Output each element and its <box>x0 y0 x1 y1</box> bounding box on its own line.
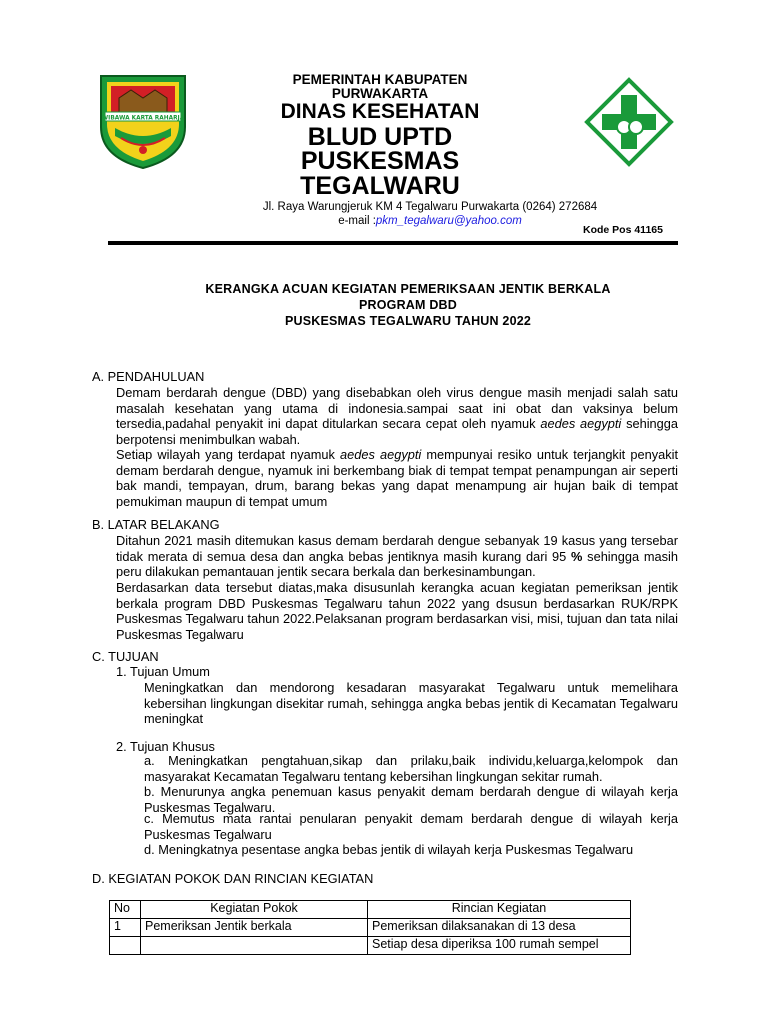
table-row <box>110 919 631 937</box>
svg-text:WIBAWA KARTA RAHARJA: WIBAWA KARTA RAHARJA <box>101 115 185 122</box>
section-b-heading: B. LATAR BELAKANG <box>92 517 220 532</box>
table-cell <box>110 937 141 955</box>
header-puskesmas: PUSKESMAS <box>300 147 460 175</box>
section-c-heading: C. TUJUAN <box>92 649 159 664</box>
section-b-paragraph-2: Berdasarkan data tersebut diatas,maka disusunlah kerangka acuan kegiatan pemeriksan jentik berkala program DBD Puskesmas Tegalwaru tahun 2022 yang dsusun berdasarkan RUK/RPK Puskesmas Tegalwaru tahun 2022.Pelaksanan program berdasarkan visi, misi, tujuan dan tata nilai Puskesmas Tegalwaru <box>116 580 678 642</box>
header-dinas-kesehatan: DINAS KESEHATAN <box>280 100 480 123</box>
tujuan-khusus-item-a: a. Meningkatkan pengtahuan,sikap dan prilaku,baik individu,keluarga,kelompok dan masyarakat Kecamatan Tegalwaru tentang kebersihan lingkungan sekitar rumah. <box>144 753 678 784</box>
table-row <box>110 937 631 955</box>
section-a-heading: A. PENDAHULUAN <box>92 369 205 384</box>
doc-title-line3: PUSKESMAS TEGALWARU TAHUN 2022 <box>284 314 532 328</box>
section-b-paragraph-1: Ditahun 2021 masih ditemukan kasus demam berdarah dengue sebanyak 19 kasus yang tersebar tidak merata di semua desa dan angka bebas jentiknya masih kurang dari 95 % sehingga masih peru dilakukan pemantauan jentik secara berkala dan berkesinambungan. <box>116 533 678 580</box>
tujuan-khusus-item-c: c. Memutus mata rantai penularan penyakit demam berdarah dengue di wilayah kerja Puskesmas Tegalwaru <box>144 811 678 842</box>
tujuan-khusus-item-d: d. Meningkatnya pesentase angka bebas jentik di wilayah kerja Puskesmas Tegalwaru <box>144 842 634 857</box>
table-cell <box>141 937 368 955</box>
puskesmas-logo <box>584 77 674 167</box>
table-cell: Pemeriksan dilaksanakan di 13 desa <box>368 919 631 937</box>
header-pemerintah: PEMERINTAH KABUPATEN <box>292 72 468 87</box>
table-header-cell: Rincian Kegiatan <box>368 901 631 919</box>
table-cell: Setiap desa diperiksa 100 rumah sempel <box>368 937 631 955</box>
email-label: e-mail : <box>338 215 376 227</box>
tujuan-khusus-item-b: b. Menurunya angka penemuan kasus penyakit demam berdarah dengue di wilayah kerja Puskesmas Tegalwaru. <box>144 784 678 815</box>
table-header-cell: No <box>110 901 141 919</box>
purwakarta-emblem-logo <box>97 72 189 170</box>
header-address: Jl. Raya Warungjeruk KM 4 Tegalwaru Purwakarta (0264) 272684 <box>262 201 598 213</box>
header-tegalwaru: TEGALWARU <box>300 172 460 200</box>
header-divider <box>108 241 678 245</box>
table-cell: 1 <box>110 919 141 937</box>
section-d-heading: D. KEGIATAN POKOK DAN RINCIAN KEGIATAN <box>92 871 374 886</box>
doc-title-line1: KERANGKA ACUAN KEGIATAN PEMERIKSAAN JENTIK BERKALA <box>205 282 611 296</box>
table-header-cell: Kegiatan Pokok <box>141 901 368 919</box>
section-a-paragraph-2: Setiap wilayah yang terdapat nyamuk aedes aegypti mempunyai resiko untuk terjangkit penyakit demam berdarah dengue, nyamuk ini berkembang biak di tempat tempat penampungan air seperti bak mandi, tempayan, drum, barang bekas yang dapat menampung air hujan baik di tempat pemukiman maupun di tempat umum <box>116 447 679 509</box>
kegiatan-table <box>109 900 631 955</box>
header-blud-uptd: BLUD UPTD <box>307 123 453 151</box>
table-header-row <box>110 901 631 919</box>
section-a-paragraph-1: Demam berdarah dengue (DBD) yang disebabkan oleh virus dengue masih menjadi salah satu masalah kesehatan yang utama di indonesia.sampai saat ini obat dan vaksinya belum tersedia,padahal penyakit ini dapat ditularkan secara cepat oleh nyamuk aedes aegypti sehingga berpotensi menimbulkan wabah. <box>116 385 679 447</box>
tujuan-khusus-label: 2. Tujuan Khusus <box>116 739 215 754</box>
doc-title-line2: PROGRAM DBD <box>358 298 458 312</box>
header-purwakarta: PURWAKARTA <box>331 86 429 101</box>
email-link[interactable]: pkm_tegalwaru@yahoo.com <box>375 215 522 227</box>
tujuan-umum-text: Meningkatkan dan mendorong kesadaran masyarakat Tegalwaru untuk memelihara kebersihan lingkungan disekitar rumah, sehingga angka bebas jentik di Kecamatan Tegalwaru meningkat <box>144 680 678 727</box>
tujuan-umum-label: 1. Tujuan Umum <box>116 664 210 679</box>
kode-pos: Kode Pos 41165 <box>583 224 663 236</box>
table-cell: Pemeriksan Jentik berkala <box>141 919 368 937</box>
